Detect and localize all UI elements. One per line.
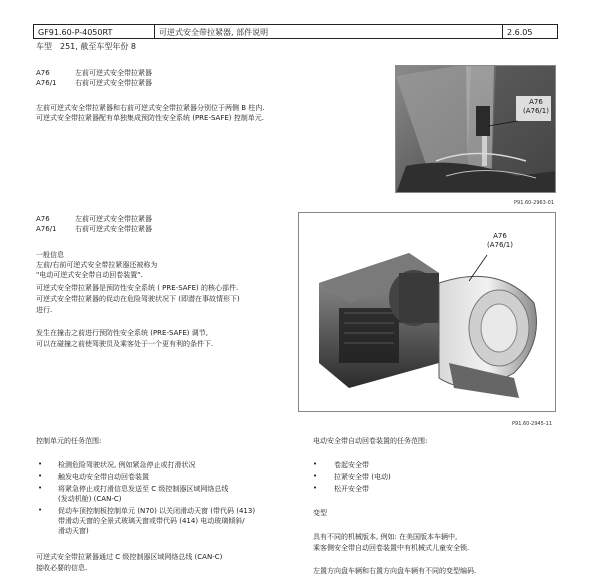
document-header xyxy=(33,24,558,39)
cu-footer-line-2: 接收必要的信息. xyxy=(36,564,88,572)
rt-bullet-2-dot: • xyxy=(313,472,318,480)
general-line-5: 进行. xyxy=(36,306,53,314)
cu-bullet-2-dot: • xyxy=(38,472,43,480)
doc-title: 可逆式安全带拉紧器, 部件说明 xyxy=(155,25,503,38)
general-line-3: 可逆式安全带拉紧器是预防性安全系统 ( PRE-SAFE) 的核心部件. xyxy=(36,284,239,292)
cu-bullet-3-line-2: (发动机舱) (CAN-C) xyxy=(58,495,122,503)
variant-title: 变型 xyxy=(313,509,327,517)
general-line-4: 可逆式安全带拉紧器的促动在危险驾驶状况下 (即潜在事故情形下) xyxy=(36,295,240,303)
control-unit-title: 控制单元的任务范围: xyxy=(36,437,102,445)
fig2-caption: P91.60-2945-11 xyxy=(512,421,553,427)
general-line-2: "电动可逆式安全带自动回卷装置". xyxy=(36,271,143,279)
b-pillar-illustration xyxy=(396,66,556,193)
doc-id: GF91.60-P-4050RT xyxy=(34,25,155,38)
cu-footer-line-1: 可逆式安全带拉紧器通过 C 级控制器区域网络总线 (CAN-C) xyxy=(36,553,223,561)
doc-date: 2.6.05 xyxy=(507,28,533,37)
s1-para-line-2: 可逆式安全带拉紧器配有单独集成预防性安全系统 (PRE-SAFE) 控制单元. xyxy=(36,114,264,122)
s2-code-1: A76 xyxy=(36,215,50,223)
variant-line-1: 具有不同的机械版本, 例如: 在美国版本车辆中, xyxy=(313,533,458,541)
s1-label-2: 右前可逆式安全带拉紧器 xyxy=(75,79,152,87)
general-info-title: 一般信息 xyxy=(36,251,64,259)
rt-bullet-1: 卷起安全带 xyxy=(334,461,369,469)
s1-para-line-1: 左前可逆式安全带拉紧器和右前可逆式安全带拉紧器分别位于两侧 B 柱内. xyxy=(36,104,265,112)
model-line: 车型 251, 截至车型年份 8 xyxy=(36,42,136,51)
cu-bullet-4-line-3: 滑动天窗) xyxy=(58,527,89,535)
general-line-1: 左前/右前可逆式安全带拉紧器还被称为 xyxy=(36,261,158,269)
cu-bullet-1-dot: • xyxy=(38,460,43,468)
cu-bullet-4-line-2: 带滑动天窗的全景式玻璃天窗或带代码 (414) 电动玻璃倾斜/ xyxy=(58,517,245,525)
fig1-callout-code-alt: (A76/1) xyxy=(523,107,549,115)
fig2-callout xyxy=(480,232,520,250)
retractor-title: 电动安全带自动回卷装置的任务范围: xyxy=(313,437,428,445)
fig1-callout-code: A76 xyxy=(529,98,543,106)
cu-bullet-3-dot: • xyxy=(38,484,43,492)
cu-bullet-1: 检测危险驾驶状况, 例如紧急停止或打滑状况 xyxy=(58,461,196,469)
cu-bullet-3-line-1: 将紧急停止或打滑信息发送至 C 级控制器区域网络总线 xyxy=(58,485,229,493)
s2-label-2: 右前可逆式安全带拉紧器 xyxy=(75,225,152,233)
fig1-caption: P91.60-2963-01 xyxy=(514,200,555,206)
cu-bullet-4-line-1: 促动车顶控制板控制单元 (N70) 以关闭滑动天窗 (带代码 (413) xyxy=(58,507,256,515)
s2-para2-line-1: 发生在撞击之前进行预防性安全系统 (PRE-SAFE) 调节, xyxy=(36,329,208,337)
rt-bullet-2: 拉紧安全带 (电动) xyxy=(334,473,391,481)
fig2-callout-code: A76 xyxy=(493,232,507,240)
b-pillar-photo xyxy=(395,65,556,193)
fig1-callout xyxy=(519,98,553,116)
fig2-callout-code-alt: (A76/1) xyxy=(487,241,513,249)
s2-code-2: A76/1 xyxy=(36,225,57,233)
cu-bullet-4-dot: • xyxy=(38,506,43,514)
rt-bullet-3-dot: • xyxy=(313,484,318,492)
cu-bullet-2: 触发电动安全带自动回卷装置 xyxy=(58,473,149,481)
s2-label-1: 左前可逆式安全带拉紧器 xyxy=(75,215,152,223)
variant-line-2: 乘客侧安全带自动回卷装置中有机械式儿童安全锁. xyxy=(313,544,470,552)
variant-line-3: 左置方向盘车辆和右置方向盘车辆有不同的变型编码. xyxy=(313,567,477,575)
rt-bullet-1-dot: • xyxy=(313,460,318,468)
rt-bullet-3: 松开安全带 xyxy=(334,485,369,493)
s1-code-1: A76 xyxy=(36,69,50,77)
s1-label-1: 左前可逆式安全带拉紧器 xyxy=(75,69,152,77)
s1-code-2: A76/1 xyxy=(36,79,57,87)
s2-para2-line-2: 可以在碰撞之前使驾驶员及乘客处于一个更有利的条件下. xyxy=(36,340,214,348)
